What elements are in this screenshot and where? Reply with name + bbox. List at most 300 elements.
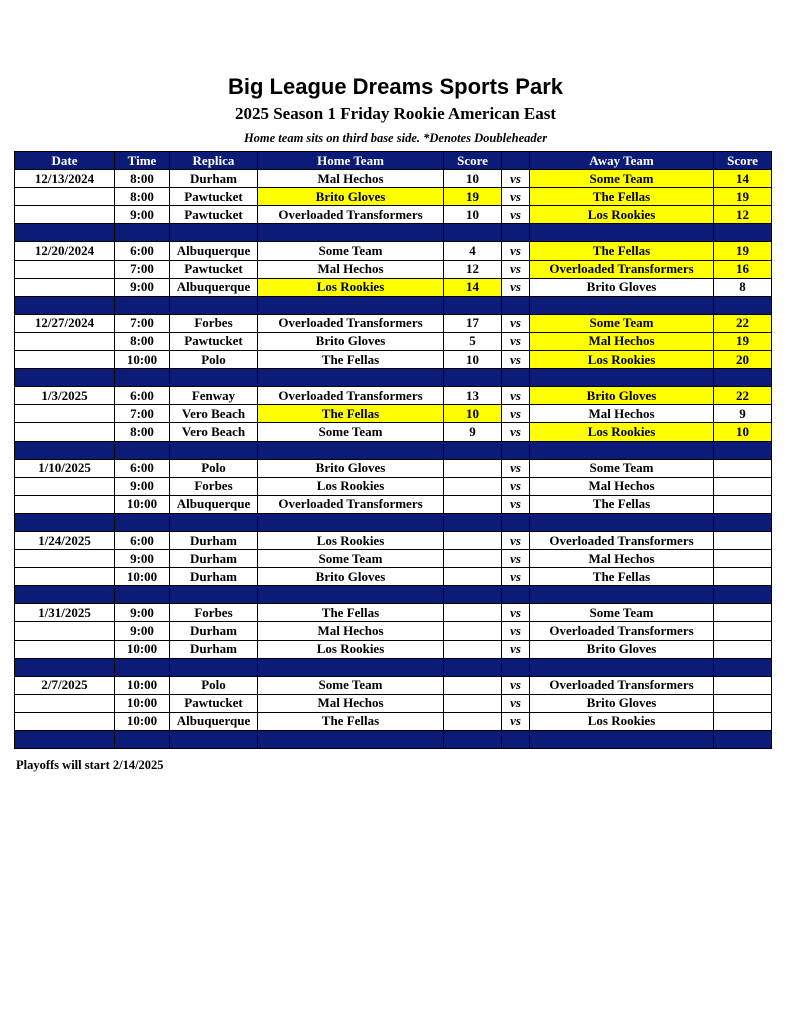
game-replica: Vero Beach: [170, 405, 258, 423]
game-date: [15, 694, 115, 712]
game-date: 1/24/2025: [15, 531, 115, 549]
game-date: [15, 332, 115, 350]
vs-label: vs: [502, 314, 530, 332]
home-score: [444, 676, 502, 694]
game-date: [15, 712, 115, 730]
separator-cell: [530, 296, 714, 314]
vs-label: vs: [502, 495, 530, 513]
home-team: Los Rookies: [258, 640, 444, 658]
separator-cell: [258, 224, 444, 242]
separator-cell: [530, 658, 714, 676]
away-team: Los Rookies: [530, 351, 714, 369]
table-row: [15, 332, 772, 350]
home-score: [444, 712, 502, 730]
separator-cell: [444, 731, 502, 749]
home-team: Brito Gloves: [258, 188, 444, 206]
game-date: 1/10/2025: [15, 459, 115, 477]
separator-cell: [170, 731, 258, 749]
game-replica: Albuquerque: [170, 712, 258, 730]
home-team: Brito Gloves: [258, 459, 444, 477]
game-date: [15, 260, 115, 278]
game-time: 10:00: [115, 568, 170, 586]
game-time: 10:00: [115, 495, 170, 513]
home-score: 12: [444, 260, 502, 278]
game-replica: Albuquerque: [170, 278, 258, 296]
away-team: Some Team: [530, 459, 714, 477]
separator-cell: [444, 513, 502, 531]
separator-cell: [15, 513, 115, 531]
separator-cell: [530, 369, 714, 387]
table-row: [15, 260, 772, 278]
away-team: The Fellas: [530, 188, 714, 206]
game-replica: Durham: [170, 170, 258, 188]
away-score: 19: [714, 332, 772, 350]
separator-cell: [444, 224, 502, 242]
game-date: [15, 640, 115, 658]
vs-label: vs: [502, 622, 530, 640]
away-score: 19: [714, 188, 772, 206]
col-header-replica: Replica: [170, 152, 258, 170]
table-row: [15, 351, 772, 369]
game-date: [15, 423, 115, 441]
away-team: Brito Gloves: [530, 278, 714, 296]
table-row: [15, 568, 772, 586]
home-score: [444, 477, 502, 495]
game-date: [15, 405, 115, 423]
home-team: The Fellas: [258, 351, 444, 369]
home-score: 10: [444, 405, 502, 423]
separator-cell: [170, 369, 258, 387]
separator-cell: [258, 586, 444, 604]
away-team: Overloaded Transformers: [530, 531, 714, 549]
game-replica: Polo: [170, 351, 258, 369]
separator-cell: [714, 513, 772, 531]
separator-cell: [530, 441, 714, 459]
vs-label: vs: [502, 550, 530, 568]
game-date: 12/27/2024: [15, 314, 115, 332]
home-team: Brito Gloves: [258, 568, 444, 586]
separator-cell: [502, 224, 530, 242]
vs-label: vs: [502, 459, 530, 477]
home-team: Mal Hechos: [258, 694, 444, 712]
game-time: 10:00: [115, 712, 170, 730]
separator-cell: [714, 369, 772, 387]
table-row: [15, 242, 772, 260]
home-team: Some Team: [258, 676, 444, 694]
separator-cell: [15, 586, 115, 604]
home-score: 13: [444, 387, 502, 405]
separator-cell: [714, 224, 772, 242]
table-row: [15, 423, 772, 441]
game-time: 9:00: [115, 550, 170, 568]
col-header-vs: [502, 152, 530, 170]
game-date: [15, 188, 115, 206]
separator-cell: [714, 658, 772, 676]
table-row: [15, 531, 772, 549]
away-score: [714, 568, 772, 586]
col-header-home-score: Score: [444, 152, 502, 170]
vs-label: vs: [502, 694, 530, 712]
home-score: [444, 531, 502, 549]
game-time: 10:00: [115, 351, 170, 369]
col-header-time: Time: [115, 152, 170, 170]
away-score: 16: [714, 260, 772, 278]
vs-label: vs: [502, 170, 530, 188]
away-score: 10: [714, 423, 772, 441]
game-date: 2/7/2025: [15, 676, 115, 694]
vs-label: vs: [502, 568, 530, 586]
game-time: 6:00: [115, 459, 170, 477]
game-date: [15, 495, 115, 513]
week-separator-row: [15, 224, 772, 242]
home-score: 4: [444, 242, 502, 260]
game-replica: Pawtucket: [170, 332, 258, 350]
game-replica: Pawtucket: [170, 694, 258, 712]
schedule-body: [15, 170, 772, 749]
game-date: 12/20/2024: [15, 242, 115, 260]
home-team: Los Rookies: [258, 477, 444, 495]
separator-cell: [502, 731, 530, 749]
vs-label: vs: [502, 423, 530, 441]
game-time: 7:00: [115, 260, 170, 278]
separator-cell: [170, 658, 258, 676]
separator-cell: [258, 513, 444, 531]
playoffs-note: Playoffs will start 2/14/2025: [16, 758, 164, 772]
vs-label: vs: [502, 676, 530, 694]
game-time: 9:00: [115, 604, 170, 622]
page-subtitle: 2025 Season 1 Friday Rookie American East: [234, 104, 557, 123]
week-separator-row: [15, 731, 772, 749]
vs-label: vs: [502, 351, 530, 369]
away-team: The Fellas: [530, 568, 714, 586]
table-row: [15, 278, 772, 296]
home-team: Overloaded Transformers: [258, 314, 444, 332]
vs-label: vs: [502, 477, 530, 495]
away-team: Some Team: [530, 604, 714, 622]
home-team: Overloaded Transformers: [258, 495, 444, 513]
game-date: [15, 351, 115, 369]
vs-label: vs: [502, 278, 530, 296]
table-row: [15, 694, 772, 712]
away-score: 8: [714, 278, 772, 296]
separator-cell: [258, 441, 444, 459]
table-row: [15, 170, 772, 188]
vs-label: vs: [502, 712, 530, 730]
table-row: [15, 676, 772, 694]
home-team: Los Rookies: [258, 531, 444, 549]
away-score: [714, 495, 772, 513]
separator-cell: [258, 296, 444, 314]
table-row: [15, 550, 772, 568]
game-date: [15, 278, 115, 296]
away-score: [714, 622, 772, 640]
away-team: Mal Hechos: [530, 332, 714, 350]
game-time: 7:00: [115, 405, 170, 423]
game-replica: Durham: [170, 640, 258, 658]
col-header-date: Date: [15, 152, 115, 170]
home-score: 5: [444, 332, 502, 350]
away-score: 19: [714, 242, 772, 260]
week-separator-row: [15, 658, 772, 676]
game-replica: Forbes: [170, 477, 258, 495]
home-score: 10: [444, 206, 502, 224]
separator-cell: [258, 369, 444, 387]
home-score: [444, 568, 502, 586]
page-title: Big League Dreams Sports Park: [227, 74, 563, 99]
away-team: Brito Gloves: [530, 694, 714, 712]
away-team: Brito Gloves: [530, 387, 714, 405]
col-header-home-team: Home Team: [258, 152, 444, 170]
game-date: 1/31/2025: [15, 604, 115, 622]
separator-cell: [258, 731, 444, 749]
home-score: 14: [444, 278, 502, 296]
home-score: [444, 459, 502, 477]
away-team: The Fellas: [530, 242, 714, 260]
table-row: [15, 477, 772, 495]
separator-cell: [115, 441, 170, 459]
vs-label: vs: [502, 531, 530, 549]
home-team: Some Team: [258, 242, 444, 260]
separator-cell: [115, 369, 170, 387]
home-team: Brito Gloves: [258, 332, 444, 350]
home-score: [444, 550, 502, 568]
vs-label: vs: [502, 260, 530, 278]
table-row: [15, 622, 772, 640]
schedule-table: [14, 151, 772, 749]
home-team: The Fellas: [258, 604, 444, 622]
separator-cell: [502, 586, 530, 604]
home-score: 10: [444, 351, 502, 369]
separator-cell: [170, 586, 258, 604]
game-time: 9:00: [115, 477, 170, 495]
separator-cell: [15, 731, 115, 749]
game-replica: Fenway: [170, 387, 258, 405]
table-row: [15, 640, 772, 658]
away-team: Overloaded Transformers: [530, 676, 714, 694]
away-score: 14: [714, 170, 772, 188]
game-time: 6:00: [115, 531, 170, 549]
schedule-note: Home team sits on third base side. *Denotes Doubleheader: [243, 131, 548, 145]
separator-cell: [444, 296, 502, 314]
game-date: [15, 622, 115, 640]
separator-cell: [15, 296, 115, 314]
home-team: Overloaded Transformers: [258, 387, 444, 405]
game-time: 7:00: [115, 314, 170, 332]
game-time: 8:00: [115, 332, 170, 350]
away-score: [714, 676, 772, 694]
week-separator-row: [15, 441, 772, 459]
separator-cell: [258, 658, 444, 676]
away-score: [714, 694, 772, 712]
game-date: 12/13/2024: [15, 170, 115, 188]
table-row: [15, 405, 772, 423]
home-score: [444, 604, 502, 622]
game-time: 8:00: [115, 170, 170, 188]
col-header-away-team: Away Team: [530, 152, 714, 170]
away-team: Some Team: [530, 170, 714, 188]
game-replica: Polo: [170, 676, 258, 694]
vs-label: vs: [502, 604, 530, 622]
game-time: 9:00: [115, 206, 170, 224]
separator-cell: [15, 658, 115, 676]
separator-cell: [170, 441, 258, 459]
vs-label: vs: [502, 188, 530, 206]
table-header-row: [15, 152, 772, 170]
away-team: Los Rookies: [530, 206, 714, 224]
away-team: Overloaded Transformers: [530, 260, 714, 278]
table-row: [15, 604, 772, 622]
home-score: [444, 640, 502, 658]
game-date: [15, 477, 115, 495]
week-separator-row: [15, 586, 772, 604]
col-header-away-score: Score: [714, 152, 772, 170]
away-team: Mal Hechos: [530, 550, 714, 568]
away-team: Los Rookies: [530, 423, 714, 441]
game-date: [15, 550, 115, 568]
separator-cell: [530, 513, 714, 531]
game-replica: Durham: [170, 568, 258, 586]
away-team: The Fellas: [530, 495, 714, 513]
separator-cell: [115, 296, 170, 314]
separator-cell: [170, 513, 258, 531]
table-row: [15, 206, 772, 224]
game-replica: Vero Beach: [170, 423, 258, 441]
game-date: 1/3/2025: [15, 387, 115, 405]
home-score: 17: [444, 314, 502, 332]
game-replica: Durham: [170, 531, 258, 549]
game-replica: Pawtucket: [170, 188, 258, 206]
away-score: [714, 712, 772, 730]
separator-cell: [444, 369, 502, 387]
week-separator-row: [15, 513, 772, 531]
away-team: Brito Gloves: [530, 640, 714, 658]
away-score: [714, 531, 772, 549]
separator-cell: [530, 586, 714, 604]
home-team: Some Team: [258, 550, 444, 568]
away-score: 22: [714, 387, 772, 405]
separator-cell: [502, 658, 530, 676]
separator-cell: [15, 441, 115, 459]
separator-cell: [530, 224, 714, 242]
vs-label: vs: [502, 640, 530, 658]
home-team: Overloaded Transformers: [258, 206, 444, 224]
table-row: [15, 387, 772, 405]
home-team: The Fellas: [258, 405, 444, 423]
separator-cell: [444, 658, 502, 676]
home-score: 19: [444, 188, 502, 206]
game-replica: Polo: [170, 459, 258, 477]
away-team: Mal Hechos: [530, 477, 714, 495]
week-separator-row: [15, 369, 772, 387]
separator-cell: [115, 658, 170, 676]
vs-label: vs: [502, 206, 530, 224]
away-score: [714, 640, 772, 658]
separator-cell: [502, 441, 530, 459]
home-team: The Fellas: [258, 712, 444, 730]
away-team: Mal Hechos: [530, 405, 714, 423]
game-replica: Forbes: [170, 314, 258, 332]
away-score: [714, 550, 772, 568]
table-row: [15, 712, 772, 730]
game-replica: Pawtucket: [170, 260, 258, 278]
away-score: 12: [714, 206, 772, 224]
separator-cell: [444, 441, 502, 459]
separator-cell: [502, 513, 530, 531]
separator-cell: [444, 586, 502, 604]
game-replica: Durham: [170, 622, 258, 640]
away-team: Overloaded Transformers: [530, 622, 714, 640]
game-time: 8:00: [115, 188, 170, 206]
game-date: [15, 568, 115, 586]
game-time: 10:00: [115, 676, 170, 694]
separator-cell: [170, 296, 258, 314]
week-separator-row: [15, 296, 772, 314]
game-replica: Forbes: [170, 604, 258, 622]
away-score: 20: [714, 351, 772, 369]
away-score: [714, 459, 772, 477]
home-score: [444, 694, 502, 712]
away-score: [714, 604, 772, 622]
home-score: [444, 495, 502, 513]
away-score: 22: [714, 314, 772, 332]
game-time: 6:00: [115, 242, 170, 260]
table-row: [15, 459, 772, 477]
separator-cell: [170, 224, 258, 242]
home-team: Mal Hechos: [258, 622, 444, 640]
away-score: 9: [714, 405, 772, 423]
separator-cell: [115, 731, 170, 749]
separator-cell: [714, 441, 772, 459]
game-time: 8:00: [115, 423, 170, 441]
separator-cell: [15, 369, 115, 387]
home-score: [444, 622, 502, 640]
home-score: 10: [444, 170, 502, 188]
game-replica: Durham: [170, 550, 258, 568]
vs-label: vs: [502, 387, 530, 405]
game-replica: Albuquerque: [170, 495, 258, 513]
away-team: Some Team: [530, 314, 714, 332]
vs-label: vs: [502, 332, 530, 350]
table-row: [15, 188, 772, 206]
away-team: Los Rookies: [530, 712, 714, 730]
game-time: 9:00: [115, 622, 170, 640]
separator-cell: [714, 296, 772, 314]
game-replica: Pawtucket: [170, 206, 258, 224]
separator-cell: [502, 369, 530, 387]
game-date: [15, 206, 115, 224]
separator-cell: [714, 586, 772, 604]
away-score: [714, 477, 772, 495]
game-time: 9:00: [115, 278, 170, 296]
separator-cell: [115, 513, 170, 531]
table-row: [15, 314, 772, 332]
home-team: Some Team: [258, 423, 444, 441]
separator-cell: [714, 731, 772, 749]
separator-cell: [530, 731, 714, 749]
table-row: [15, 495, 772, 513]
separator-cell: [502, 296, 530, 314]
vs-label: vs: [502, 405, 530, 423]
home-team: Mal Hechos: [258, 170, 444, 188]
home-team: Los Rookies: [258, 278, 444, 296]
separator-cell: [15, 224, 115, 242]
game-time: 6:00: [115, 387, 170, 405]
separator-cell: [115, 224, 170, 242]
game-time: 10:00: [115, 694, 170, 712]
home-team: Mal Hechos: [258, 260, 444, 278]
home-score: 9: [444, 423, 502, 441]
separator-cell: [115, 586, 170, 604]
